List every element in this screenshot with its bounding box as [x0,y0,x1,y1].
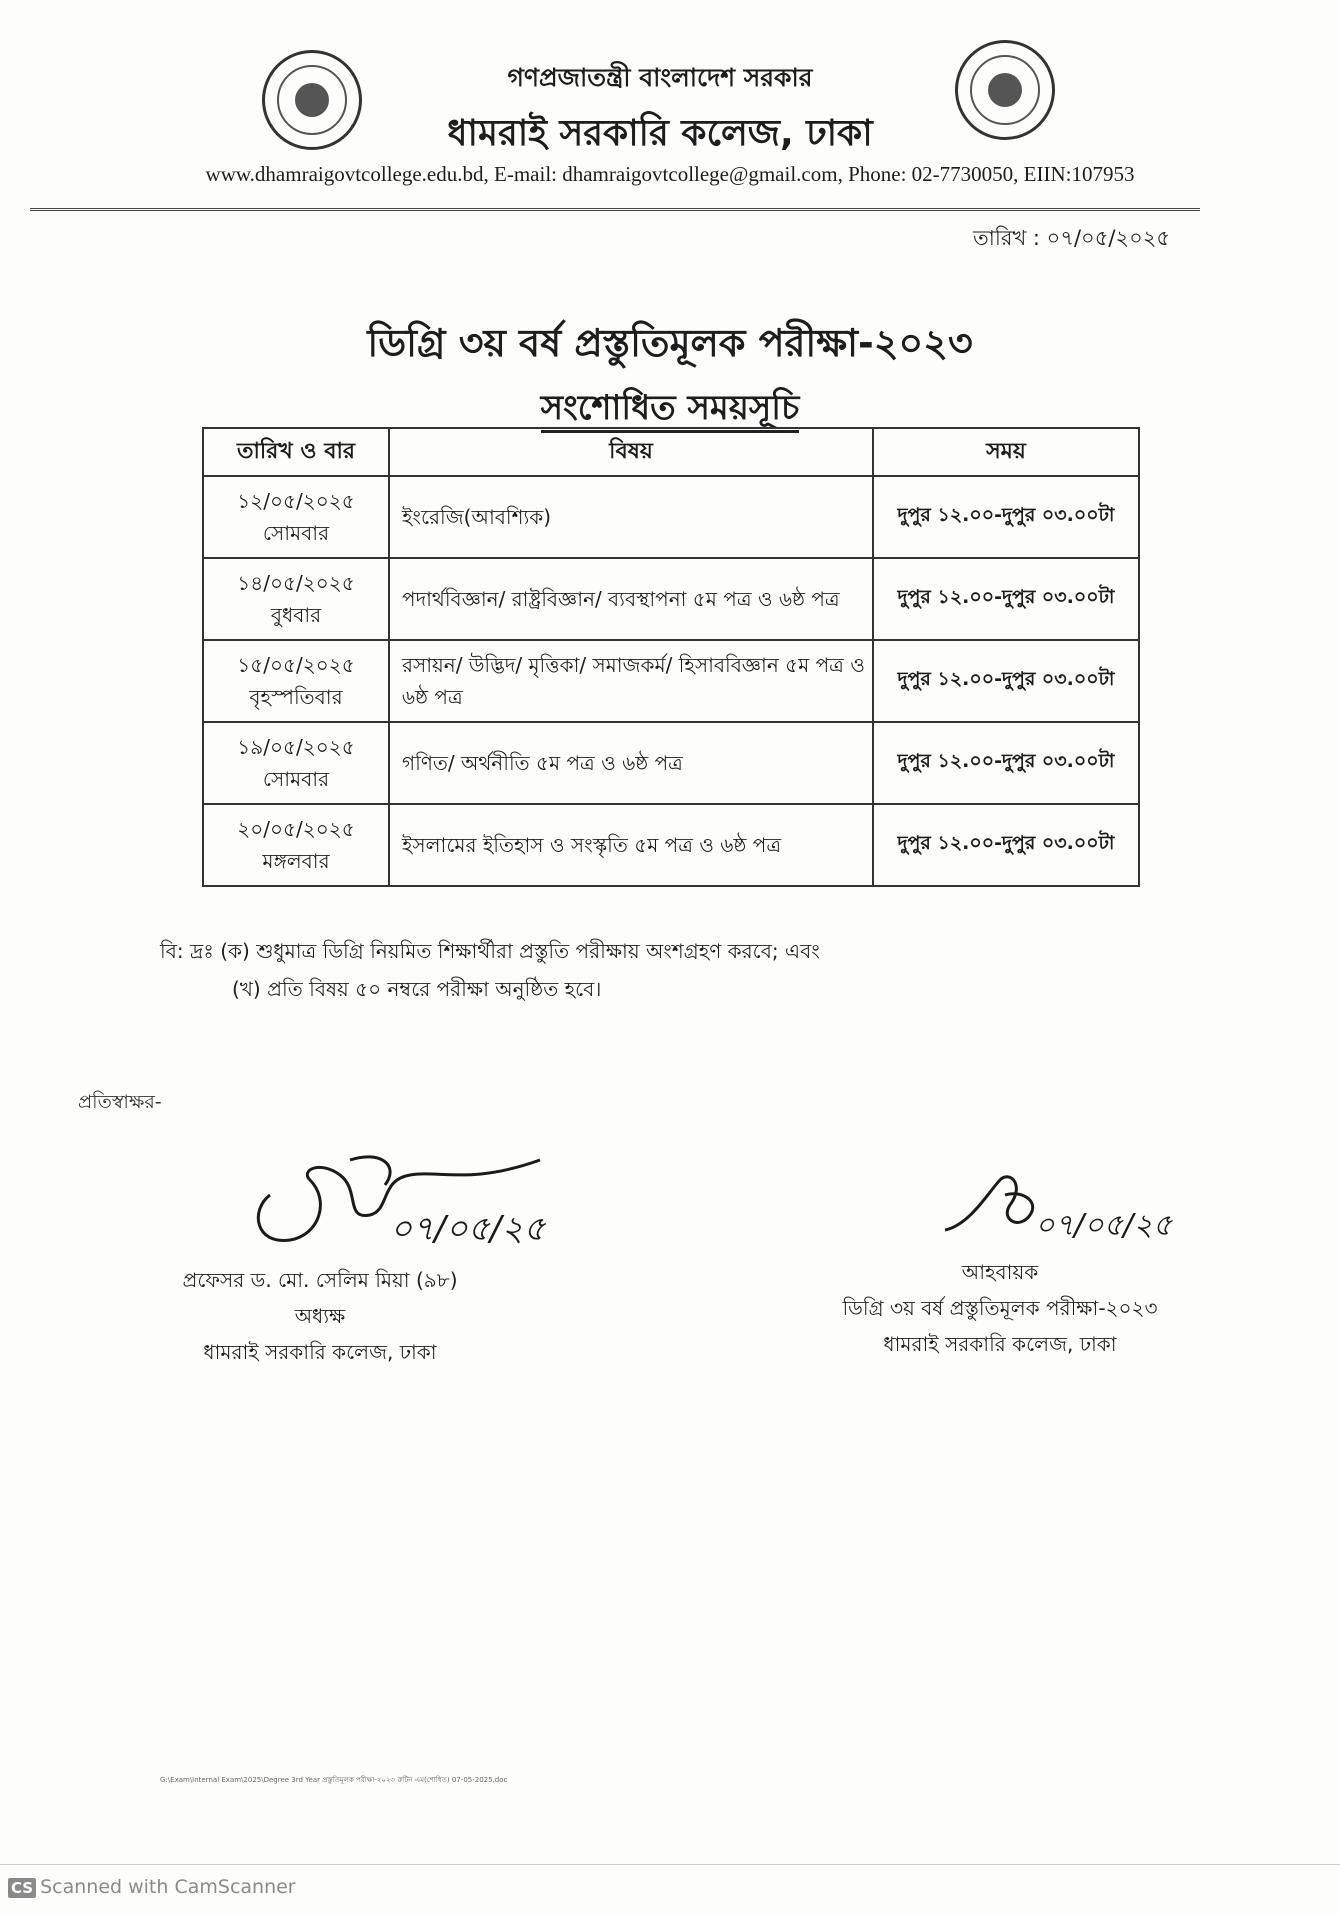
table-row [203,476,1139,558]
contact-line: www.dhamraigovtcollege.edu.bd, E-mail: dhamraigovtcollege@gmail.com, Phone: 02-7730050, EIIN:107953 [205,162,1135,186]
row-subject-cell: পদার্থবিজ্ঞান/ রাষ্ট্রবিজ্ঞান/ ব্যবস্থাপনা ৫ম পত্র ও ৬ষ্ঠ পত্র [389,558,873,640]
header-date-day: তারিখ ও বার [203,428,389,476]
header-time: সময় [873,428,1139,476]
header-subject: বিষয় [389,428,873,476]
schedule-subtitle: সংশোধিত সময়সূচি [430,382,910,439]
convener-signature-date: ০৭/০৫/২৫ [1035,1208,1173,1243]
row-time-cell: দুপুর ১২.০০-দুপুর ০৩.০০টা [873,476,1139,558]
principal-name: প্রফেসর ড. মো. সেলিম মিয়া (৯৮) [182,1268,458,1292]
exam-schedule-table [202,427,1140,887]
table-header-row [203,428,1139,476]
scan-bottom-divider [0,1864,1340,1865]
government-heading: গণপ্রজাতন্ত্রী বাংলাদেশ সরকার [507,63,813,92]
principal-org: ধামরাই সরকারি কলেজ, ঢাকা [203,1340,437,1364]
file-path-footer: G:\Exam\Internal Exam\2025\Degree 3rd Year প্রস্তুতিমূলক পরীক্ষা-২০২৩ রুটিন এম(শোধিত) 07-05-2025.doc [160,1776,508,1784]
row-date-cell: ১৯/০৫/২০২৫ সোমবার [203,722,389,804]
footnote-line-1: বি: দ্রঃ (ক) শুধুমাত্র ডিগ্রি নিয়মিত শিক্ষার্থীরা প্রস্তুতি পরীক্ষায় অংশগ্রহণ করবে; এবং [160,939,820,963]
row-subject-cell: রসায়ন/ উদ্ভিদ/ মৃত্তিকা/ সমাজকর্ম/ হিসাববিজ্ঞান ৫ম পত্র ও ৬ষ্ঠ পত্র [389,640,873,722]
row-time-cell: দুপুর ১২.০০-দুপুর ০৩.০০টা [873,558,1139,640]
header-divider [30,208,1200,211]
row-date-cell: ১৫/০৫/২০২৫ বৃহস্পতিবার [203,640,389,722]
principal-signature [240,1140,570,1260]
table-row [203,804,1139,886]
table-row [203,640,1139,722]
row-subject-cell: ইংরেজি(আবশ্যিক) [389,476,873,558]
convener-signature-block [800,1254,1200,1362]
convener-signature [930,1150,1200,1260]
row-date-cell: ২০/০৫/২০২৫ মঙ্গলবার [203,804,389,886]
camscanner-logo-icon: CS [8,1878,36,1898]
notice-date: তারিখ : ০৭/০৫/২০২৫ [973,226,1170,250]
row-subject-cell: ইসলামের ইতিহাস ও সংস্কৃতি ৫ম পত্র ও ৬ষ্ঠ পত্র [389,804,873,886]
row-subject-cell: গণিত/ অর্থনীতি ৫ম পত্র ও ৬ষ্ঠ পত্র [389,722,873,804]
college-seal-logo [262,50,362,150]
table-row [203,722,1139,804]
footnote [160,932,1060,1008]
convener-title: আহবায়ক [961,1260,1039,1284]
exam-title: ডিগ্রি ৩য় বর্ষ প্রস্তুতিমূলক পরীক্ষা-২০২৩ [367,321,973,365]
row-time-cell: দুপুর ১২.০০-দুপুর ০৩.০০টা [873,640,1139,722]
camscanner-watermark [8,1876,296,1898]
principal-title: অধ্যক্ষ [294,1304,346,1328]
countersign-label: প্রতিস্বাক্ষর- [78,1091,162,1113]
college-name: ধামরাই সরকারি কলেজ, ঢাকা [447,113,873,154]
convener-org: ধামরাই সরকারি কলেজ, ঢাকা [883,1332,1117,1356]
principal-signature-date: ০৭/০৫/২৫ [390,1209,546,1249]
government-seal-logo [955,40,1055,140]
row-date-cell: ১২/০৫/২০২৫ সোমবার [203,476,389,558]
convener-exam: ডিগ্রি ৩য় বর্ষ প্রস্তুতিমূলক পরীক্ষা-২০২৩ [842,1296,1158,1320]
row-date-cell: ১৪/০৫/২০২৫ বুধবার [203,558,389,640]
camscanner-text: Scanned with CamScanner [40,1876,296,1898]
row-time-cell: দুপুর ১২.০০-দুপুর ০৩.০০টা [873,804,1139,886]
table-row [203,558,1139,640]
principal-signature-block [150,1262,490,1370]
row-time-cell: দুপুর ১২.০০-দুপুর ০৩.০০টা [873,722,1139,804]
footnote-line-2: (খ) প্রতি বিষয় ৫০ নম্বরে পরীক্ষা অনুষ্ঠিত হবে। [232,977,602,1001]
